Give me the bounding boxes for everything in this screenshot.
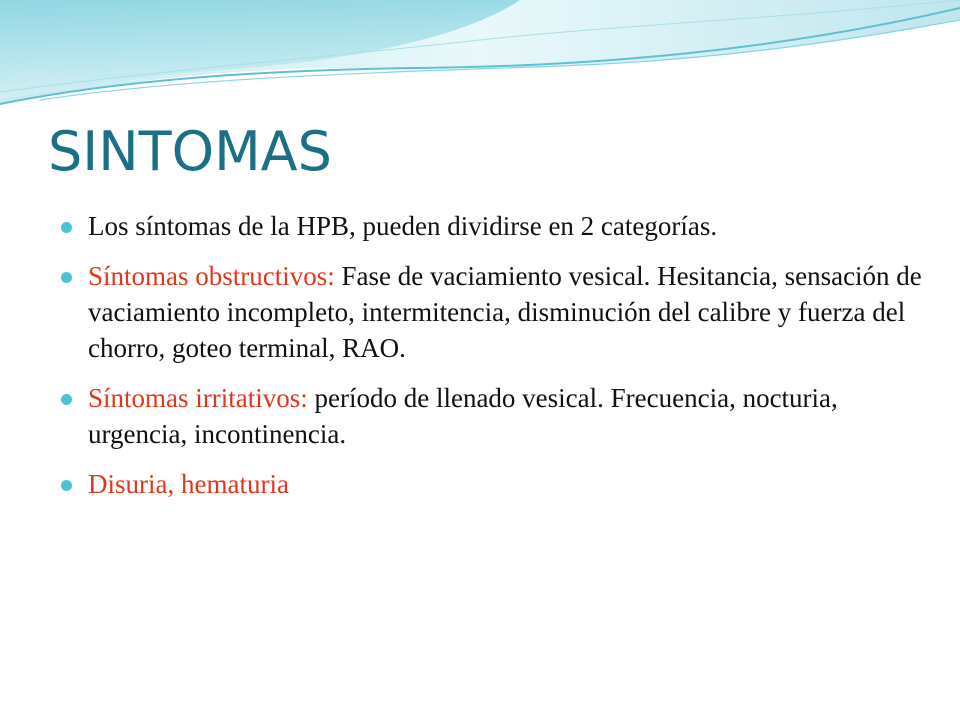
bullet-item bbox=[58, 380, 928, 452]
bullet-text: Los síntomas de la HPB, pueden dividirse en 2 categorías. bbox=[88, 211, 718, 241]
bullet-item bbox=[58, 208, 928, 244]
bullet-item bbox=[58, 258, 928, 366]
slide-title: SINTOMAS bbox=[48, 120, 332, 183]
bullet-text: período de llenado vesical. Frecuencia, nocturia, urgencia, incontinencia. bbox=[88, 383, 838, 449]
bullet-dot-icon bbox=[61, 394, 72, 405]
bullet-item bbox=[58, 466, 928, 502]
bullet-list bbox=[58, 208, 928, 516]
bullet-dot-icon bbox=[61, 272, 72, 283]
bullet-highlight: Síntomas irritativos: bbox=[88, 383, 308, 413]
bullet-highlight: Síntomas obstructivos: bbox=[88, 261, 335, 291]
header-wave-decoration bbox=[0, 0, 960, 120]
bullet-dot-icon bbox=[61, 222, 72, 233]
bullet-dot-icon bbox=[61, 480, 72, 491]
bullet-text: Fase de vaciamiento vesical. Hesitancia, sensación de vaciamiento incompleto, intermitencia, disminución del calibre y fuerza del chorro, goteo terminal, RAO. bbox=[88, 261, 922, 363]
bullet-highlight: Disuria, hematuria bbox=[88, 469, 289, 499]
